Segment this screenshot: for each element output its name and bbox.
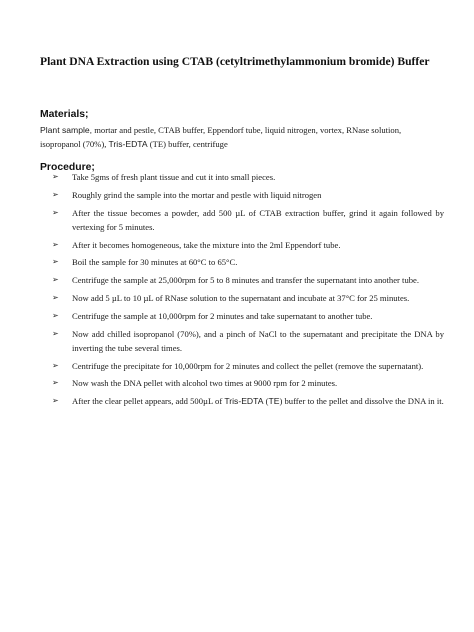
procedure-step	[52, 376, 444, 390]
materials-text-part-1: mortar and pestle, CTAB buffer, Eppendorf tube, liquid nitrogen, vortex, RNase solution, isopropanol (70%),	[40, 125, 402, 149]
procedure-step-text: Now wash the DNA pellet with alcohol two times at 9000 rpm for 2 minutes.	[72, 378, 338, 389]
arrow-bullet-icon: ➢	[52, 172, 59, 181]
last-step-part-3: ) buffer to the pellet and dissolve the DNA in it.	[279, 396, 444, 407]
procedure-step	[52, 327, 444, 355]
last-step-part-1: After the clear pellet appears, add 500µL of	[72, 396, 225, 407]
arrow-bullet-icon: ➢	[52, 360, 59, 370]
procedure-step	[52, 206, 444, 234]
procedure-step	[52, 238, 444, 252]
procedure-step-text: Centrifuge the precipitate for 10,000rpm for 2 minutes and collect the pellet (remove the supernatant).	[72, 360, 424, 371]
arrow-bullet-icon: ➢	[52, 292, 59, 302]
materials-text-part-2: (TE) buffer, centrifuge	[147, 139, 228, 149]
procedure-step	[52, 188, 444, 202]
last-step-tris-edta: Tris-EDTA	[224, 396, 264, 407]
procedure-step-text: Roughly grind the sample into the mortar and pestle with liquid nitrogen	[72, 189, 322, 200]
procedure-steps	[52, 170, 444, 412]
document-title: Plant DNA Extraction using CTAB (cetyltrimethylammonium bromide) Buffer	[40, 55, 430, 68]
arrow-bullet-icon: ➢	[52, 257, 59, 267]
arrow-bullet-icon: ➢	[52, 207, 59, 217]
arrow-bullet-icon: ➢	[52, 328, 59, 338]
procedure-step-text: Centrifuge the sample at 25,000rpm for 5 to 8 minutes and transfer the supernatant into another tube.	[72, 275, 419, 286]
procedure-step-text: Take 5gms of fresh plant tissue and cut it into small pieces.	[72, 172, 276, 182]
arrow-bullet-icon: ➢	[52, 396, 59, 406]
materials-tris-edta: Tris-EDTA	[108, 139, 148, 149]
arrow-bullet-icon: ➢	[52, 239, 59, 249]
procedure-step	[52, 309, 444, 323]
materials-heading: Materials;	[40, 109, 89, 120]
materials-list	[40, 123, 440, 151]
procedure-step	[52, 291, 444, 305]
procedure-step	[52, 170, 444, 184]
arrow-bullet-icon: ➢	[52, 189, 59, 199]
procedure-step-text: After it becomes homogeneous, take the mixture into the 2ml Eppendorf tube.	[72, 239, 341, 250]
materials-prefix: Plant sample,	[40, 125, 93, 135]
procedure-step-last	[52, 394, 444, 408]
procedure-step-text: Now add chilled isopropanol (70%), and a pinch of NaCl to the supernatant and precipitate the DNA by inverting the tube several times.	[72, 328, 444, 353]
arrow-bullet-icon: ➢	[52, 275, 59, 285]
arrow-bullet-icon: ➢	[52, 310, 59, 320]
procedure-step	[52, 359, 444, 373]
arrow-bullet-icon: ➢	[52, 378, 59, 388]
procedure-step-text: After the tissue becomes a powder, add 500 µL of CTAB extraction buffer, grind it again followed by vertexing for 5 minutes.	[72, 207, 444, 232]
procedure-step	[52, 273, 444, 287]
procedure-step-text: Centrifuge the sample at 10,000rpm for 2 minutes and take supernatant to another tube.	[72, 310, 373, 321]
procedure-step	[52, 255, 444, 269]
procedure-heading: Procedure;	[40, 162, 95, 173]
last-step-te: TE	[268, 396, 280, 407]
procedure-step-text: Boil the sample for 30 minutes at 60°C to 65°C.	[72, 257, 238, 268]
procedure-step-text: Now add 5 µL to 10 µL of RNase solution to the supernatant and incubate at 37°C for 25 minutes.	[72, 292, 410, 303]
last-step-part-2: (	[263, 396, 269, 407]
